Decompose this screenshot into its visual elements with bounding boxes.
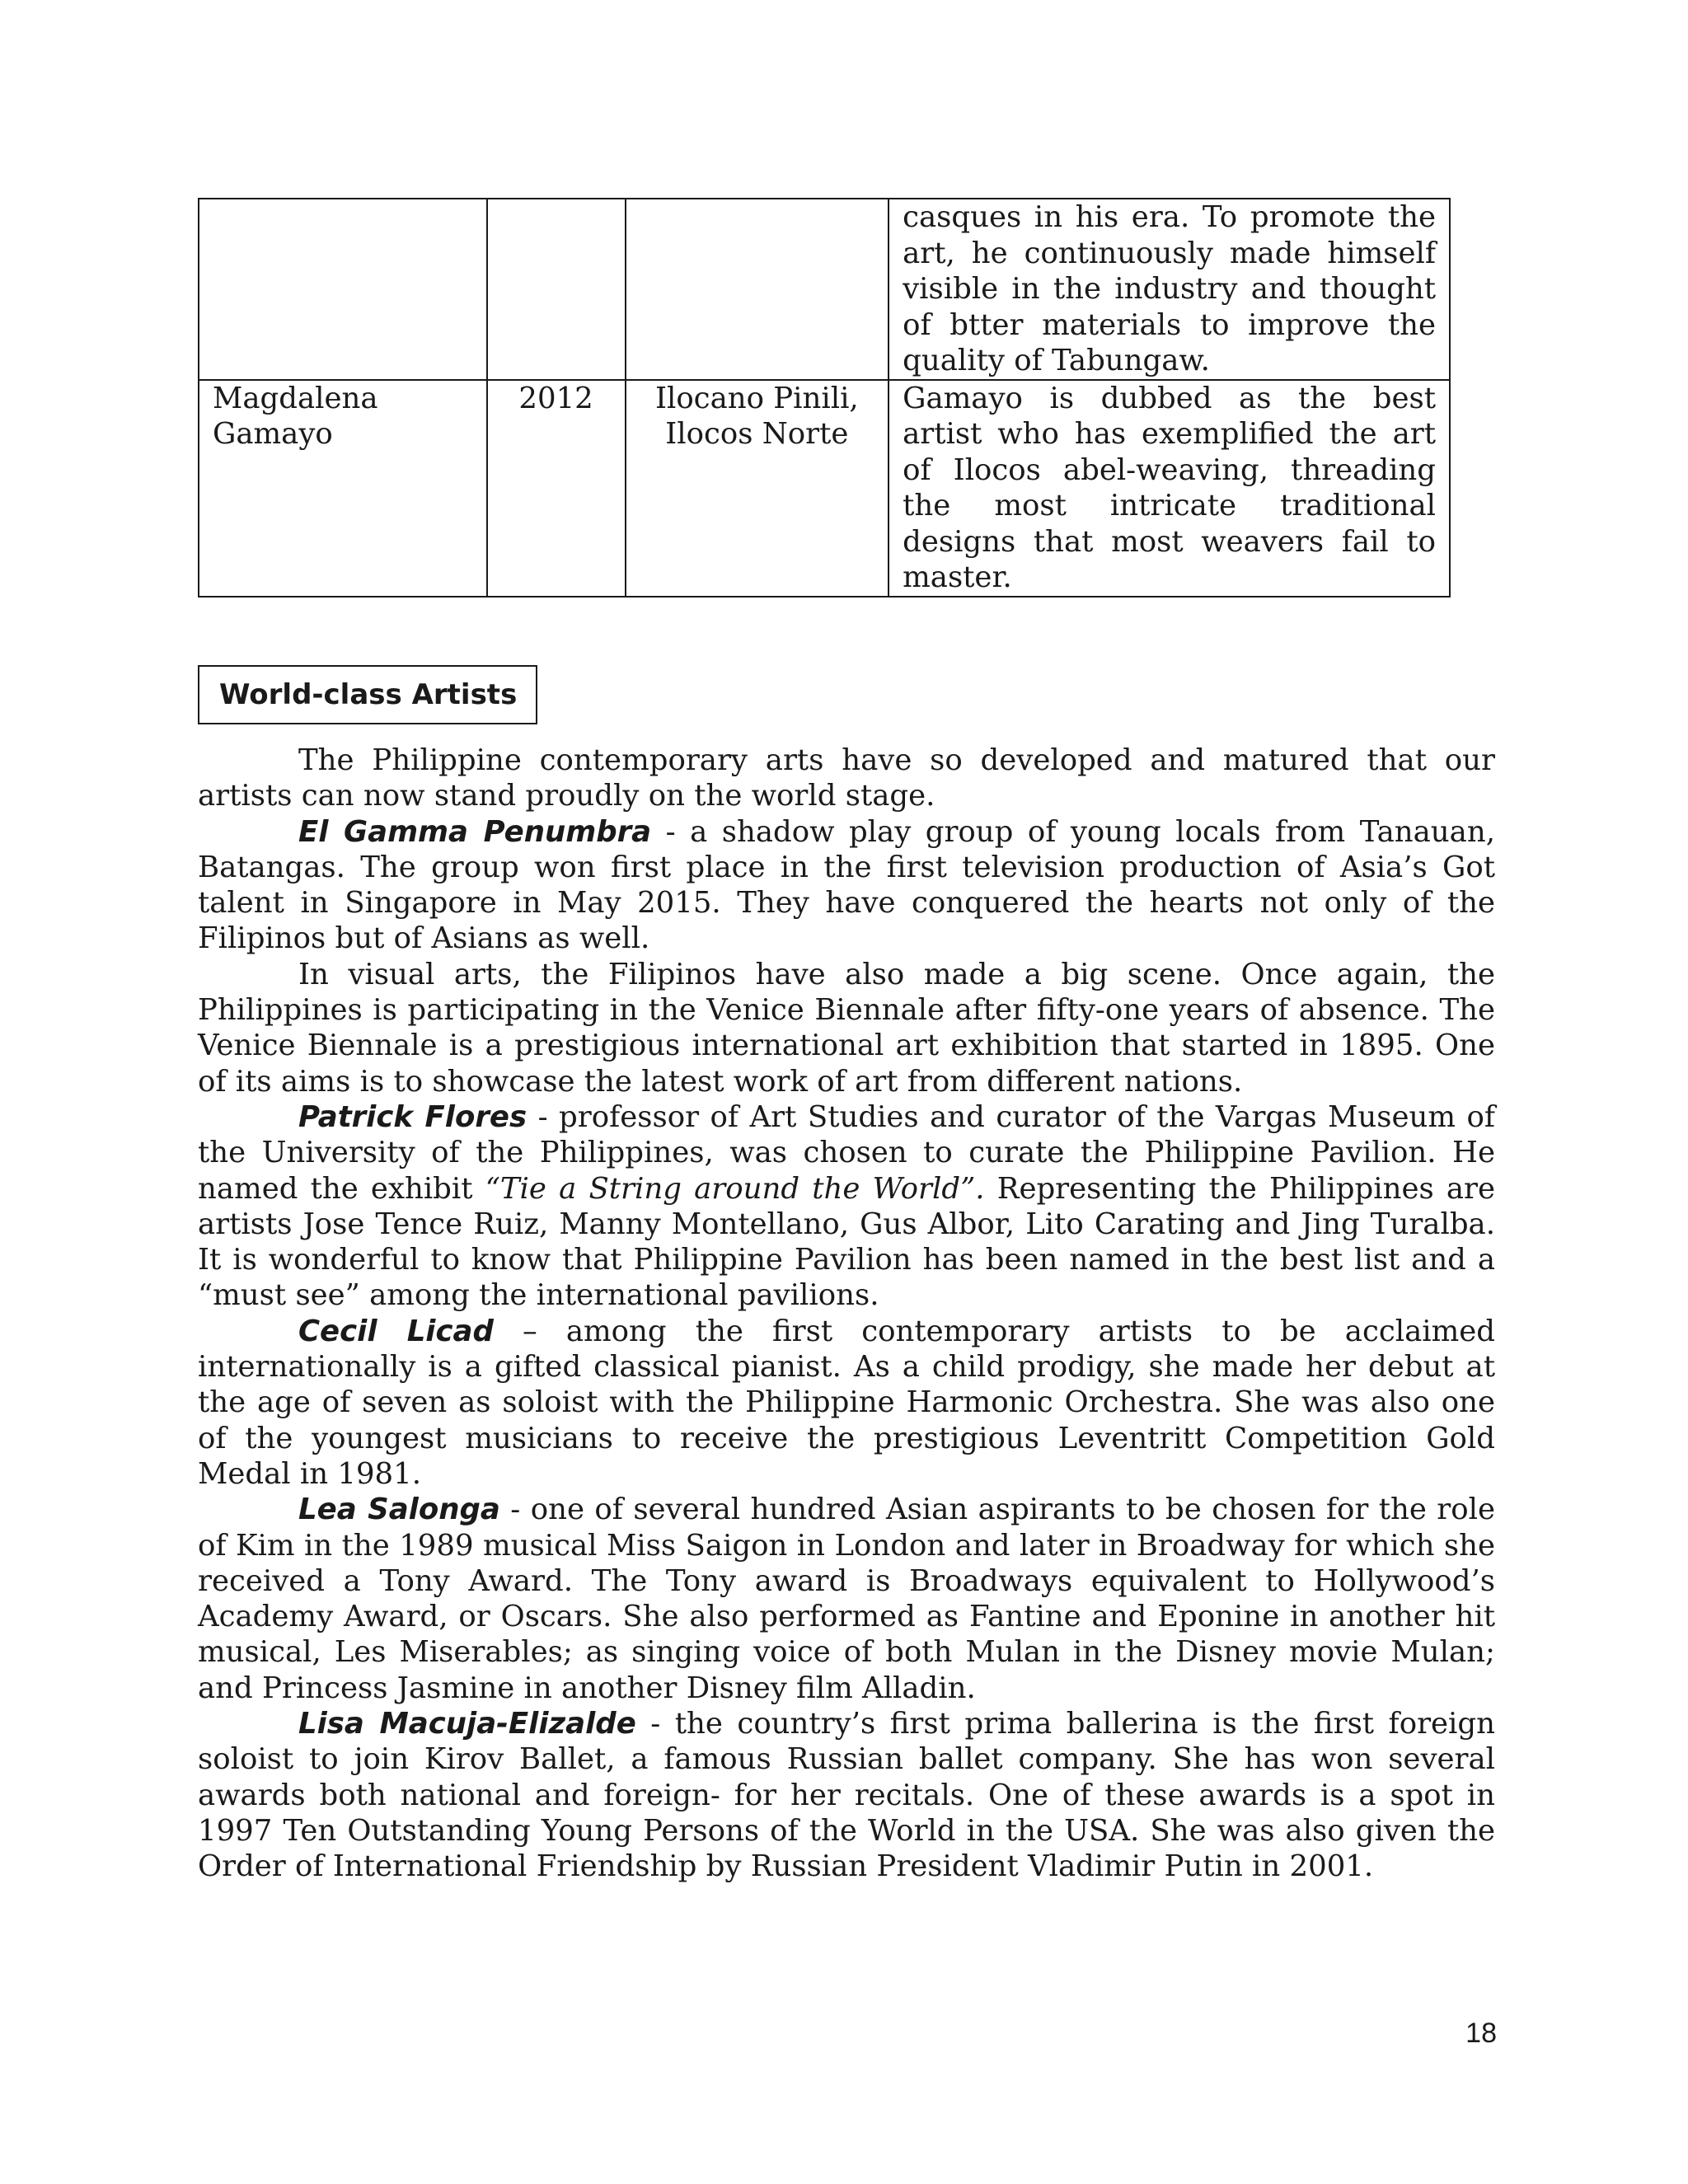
artist-paragraph	[198, 1492, 1495, 1706]
artist-paragraph	[198, 1099, 1495, 1314]
paragraph-text: – among the first contemporary artists to be acclaimed internationally is a gifted classical pianist. As a child prodigy, she made her debut at the age of seven as soloist with the Philippine Harmonic Orchestra. She was also one of the youngest musicians to receive the prestigious Leventritt Competition Gold Medal in 1981.	[198, 1314, 1495, 1491]
description-cell: casques in his era. To promote the art, he continuously made himself visible in the industry and thought of btter materials to improve the quality of Tabungaw.	[889, 199, 1450, 380]
exhibit-title: “Tie a String around the World”.	[485, 1171, 985, 1206]
artist-name: El Gamma Penumbra	[298, 814, 652, 849]
paragraph-text: - professor of Art Studies and curator of the Vargas Museum of the University of the Philippines, was chosen to curate the Philippine Pavilion. He named the exhibit	[198, 1099, 1495, 1206]
page-number: 18	[1465, 2018, 1497, 2049]
paragraph-text: The Philippine contemporary arts have so developed and matured that our artists can now stand proudly on the world stage.	[198, 743, 1495, 813]
section-heading: World-class Artists	[198, 665, 537, 724]
paragraph-text: - one of several hundred Asian aspirants to be chosen for the role of Kim in the 1989 musical Miss Saigon in London and later in Broadway for which she received a Tony Award. The Tony award is Broadways equivalent to Hollywood’s Academy Award, or Oscars. She also performed as Fantine and Eponine in another hit musical, Les Miserables; as singing voice of both Mulan in the Disney movie Mulan; and Princess Jasmine in another Disney film Alladin.	[198, 1493, 1495, 1705]
artist-name: Patrick Flores	[298, 1099, 528, 1134]
artist-name: Lea Salonga	[298, 1493, 500, 1527]
year-cell: 2012	[487, 380, 626, 597]
place-cell	[626, 199, 889, 380]
paragraph-text: In visual arts, the Filipinos have also made a big scene. Once again, the Philippines is participating in the Venice Biennale after fifty-one years of absence. The Venice Biennale is a prestigious international art exhibition that started in 1895. One of its aims is to showcase the latest work of art from different nations.	[198, 957, 1495, 1099]
artist-paragraph	[198, 1706, 1495, 1884]
paragraph-text: Representing the Philippines are artists Jose Tence Ruiz, Manny Montellano, Gus Albor, Lito Carating and Jing Turalba. It is wonderful to know that Philippine Pavilion has been named in the best list and a “must see” among the international pavilions.	[198, 1171, 1495, 1313]
year-cell	[487, 199, 626, 380]
artist-name: Lisa Macuja-Elizalde	[298, 1707, 636, 1741]
artist-name-cell	[199, 199, 487, 380]
table-row	[199, 380, 1450, 597]
place-cell: Ilocano Pinili, Ilocos Norte	[626, 380, 889, 597]
paragraph-text: - a shadow play group of young locals from Tanauan, Batangas. The group won first place in the first television production of Asia’s Got talent in Singapore in May 2015. They have conquered the hearts not only of the Filipinos but of Asians as well.	[198, 814, 1495, 956]
intro-paragraph	[198, 743, 1495, 814]
description-cell: Gamayo is dubbed as the best artist who has exemplified the art of Ilocos abel-weaving, threading the most intricate traditional designs that most weavers fail to master.	[889, 380, 1450, 597]
paragraph-text: - the country’s first prima ballerina is the first foreign soloist to join Kirov Ballet, a famous Russian ballet company. She has won several awards both national and foreign- for her recitals. One of these awards is a spot in 1997 Ten Outstanding Young Persons of the World in the USA. She was also given the Order of International Friendship by Russian President Vladimir Putin in 2001.	[198, 1707, 1495, 1884]
table-row	[199, 199, 1450, 380]
visual-arts-paragraph	[198, 957, 1495, 1099]
artist-name: Cecil Licad	[298, 1314, 494, 1348]
section-body	[198, 743, 1495, 1885]
artists-table	[198, 198, 1451, 598]
artist-paragraph	[198, 1314, 1495, 1492]
artist-name-cell: Magdalena Gamayo	[199, 380, 487, 597]
artist-paragraph	[198, 814, 1495, 957]
